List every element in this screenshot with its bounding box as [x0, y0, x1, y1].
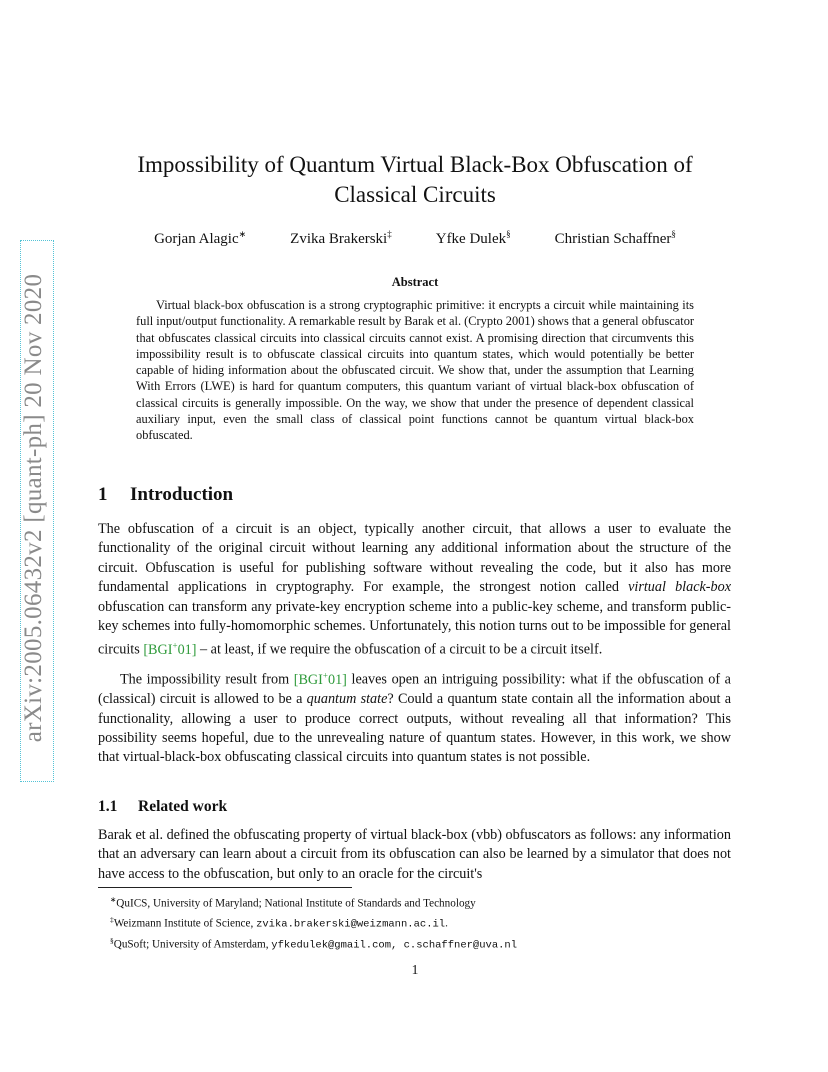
abstract-text: Virtual black-box obfuscation is a strong cryptographic primitive: it encrypts a circuit while maintaining its full input/output functionality. A remarkable result by Barak et al. (Crypto 2001) shows that a general obfuscator that obfuscates classical circuits into classical circuits cannot exist. A promising direction that circumvents this impossibility result is to obfuscate classical circuits into quantum states, which would potentially be better capable of hiding information about the obfuscated circuit. We show that, under the assumption that Learning With Errors (LWE) is hard for quantum computers, this quantum variant of virtual black-box obfuscation of classical circuits is generally impossible. On the way, we show that under the presence of dependent classical auxiliary input, even the small class of classical point functions cannot be quantum virtual black-box obfuscated.: [136, 298, 695, 443]
citation-link[interactable]: [BGI+01]: [143, 640, 197, 659]
section-heading-introduction: [98, 484, 233, 506]
footnote: ‡Weizmann Institute of Science, zvika.brakerski@weizmann.ac.il.: [110, 915, 448, 931]
citation-link[interactable]: [BGI+01]: [293, 670, 347, 688]
author: Christian Schaffner§: [554, 229, 676, 247]
intro-paragraph-1: The obfuscation of a circuit is an object, typically another circuit, that allows a user to evaluate the functionality of the original circuit without learning any additional information about the structure of the circuit. Obfuscation is useful for publishing software without revealing the code, but it also has more fundamental applications in cryptography. For example, the strongest notion called virtual black-box obfuscation can transform any private-key encryption scheme into a public-key scheme, and transform public-key schemes into fully-homomorphic schemes. Unfortunately, this notion turns out to be impossible for general circuits [BGI+01] – at least, if we require the obfuscation of a circuit to be a circuit itself.: [98, 521, 732, 659]
emphasis: quantum state: [306, 691, 388, 708]
arxiv-identifier[interactable]: arXiv:2005.06432v2 [quant-ph] 20 Nov 2020: [20, 273, 47, 743]
page-number: 1: [411, 962, 419, 977]
abstract-heading: Abstract: [391, 275, 439, 289]
author: Gorjan Alagic∗: [154, 229, 247, 247]
author-list: [100, 229, 730, 248]
author: Yfke Dulek§: [435, 229, 511, 247]
footnote: §QuSoft; University of Amsterdam, yfkedulek@gmail.com, c.schaffner@uva.nl: [110, 936, 518, 952]
subsection-number: 1.1: [98, 798, 118, 815]
email-address[interactable]: yfkedulek@gmail.com, c.schaffner@uva.nl: [271, 939, 518, 952]
subsection-heading-related-work: [98, 798, 227, 816]
paper-title: Impossibility of Quantum Virtual Black-Box Obfuscation of Classical Circuits: [137, 152, 693, 207]
section-number: 1: [98, 484, 108, 505]
footnote-rule: [98, 887, 352, 888]
emphasis: virtual black-box: [628, 579, 732, 596]
author: Zvika Brakerski‡: [290, 229, 392, 247]
footnotes: [110, 892, 730, 954]
intro-paragraph-2: The impossibility result from [BGI+01] leaves open an intriguing possibility: what if the obfuscation of a (classical) circuit is allowed to be a quantum state? Could a quantum state contain all the information about a functionality, allowing a user to produce correct outputs, without revealing all that information? This possibility seems hopeful, due to the unrevealing nature of quantum states. However, in this work, we show that virtual-black-box obfuscating classical circuits into quantum states is not possible.: [98, 670, 732, 766]
email-address[interactable]: zvika.brakerski@weizmann.ac.il: [256, 918, 446, 931]
footnote: ∗QuICS, University of Maryland; National Institute of Standards and Technology: [110, 895, 476, 910]
section-title: Introduction: [130, 484, 234, 505]
subsection-title: Related work: [138, 798, 228, 815]
related-work-paragraph: Barak et al. defined the obfuscating property of virtual black-box (vbb) obfuscators as follows: any information that an adversary can learn about a circuit from its obfuscation can also be learned by a simulator that does not have access to the obfuscation, but only to an oracle for the circuit's: [98, 827, 731, 882]
